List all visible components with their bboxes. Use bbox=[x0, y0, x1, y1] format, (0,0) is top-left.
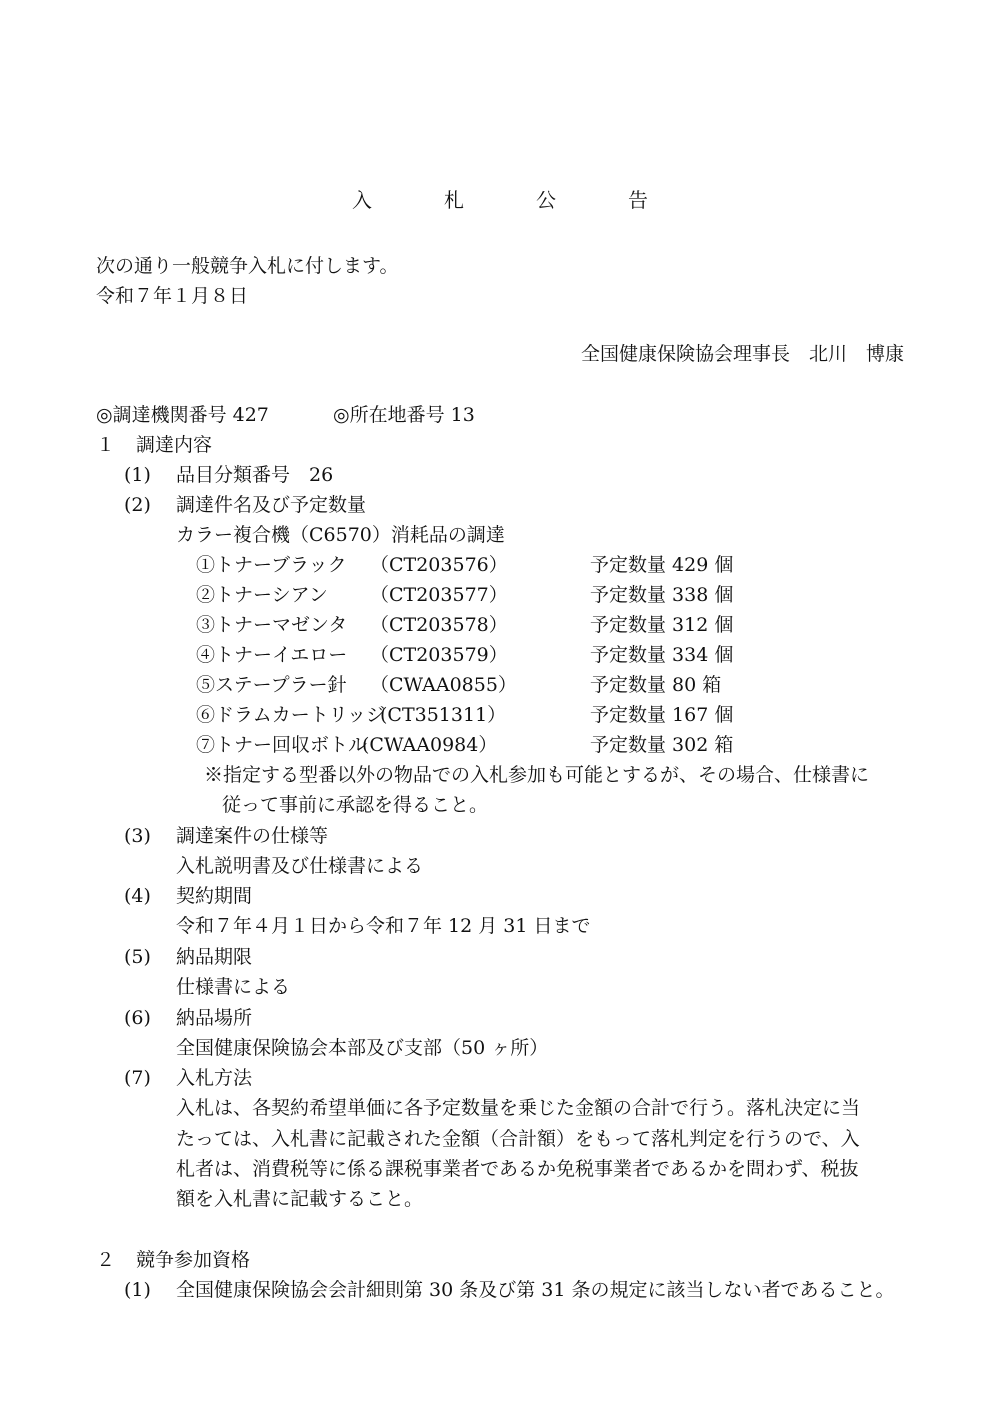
org-number: ◎調達機関番号 427 bbox=[96, 404, 269, 426]
product-name: ⑦トナー回収ボトル bbox=[196, 734, 368, 756]
product-name: ⑥ドラムカートリッジ bbox=[196, 704, 386, 726]
product-name: ⑤ステープラー針 bbox=[196, 674, 347, 696]
procurement-subject: カラー複合機（C6570）消耗品の調達 bbox=[176, 524, 505, 546]
product-quantity: 予定数量 80 箱 bbox=[590, 674, 722, 696]
item-1-3-body: 入札説明書及び仕様書による bbox=[176, 855, 424, 877]
item-1-5-body: 仕様書による bbox=[176, 976, 291, 998]
product-name: ①トナーブラック bbox=[196, 554, 347, 576]
product-code: （CT203576） bbox=[370, 554, 508, 576]
product-name: ③トナーマゼンタ bbox=[196, 614, 348, 636]
notice-date: 令和７年１月８日 bbox=[96, 285, 249, 307]
paragraph-line: 札者は、消費税等に係る課税事業者であるか免税事業者であるかを問わず、税抜 bbox=[176, 1158, 859, 1180]
item-1-7-label: 入札方法 bbox=[176, 1067, 253, 1089]
section-1-heading: 調達内容 bbox=[136, 434, 213, 456]
notice-title: 入 札 公 告 bbox=[352, 188, 674, 212]
product-quantity: 予定数量 334 個 bbox=[590, 644, 734, 666]
product-code: (CWAA0984） bbox=[362, 734, 498, 756]
item-1-4-number: (4) bbox=[124, 885, 151, 907]
item-1-4-label: 契約期間 bbox=[176, 885, 253, 907]
item-1-5-label: 納品期限 bbox=[176, 946, 253, 968]
paragraph-line: たっては、入札書に記載された金額（合計額）をもって落札判定を行うので、入 bbox=[176, 1128, 860, 1150]
item-1-3-label: 調達案件の仕様等 bbox=[176, 825, 329, 847]
item-1-2-number: (2) bbox=[124, 494, 151, 516]
product-quantity: 予定数量 312 個 bbox=[590, 614, 734, 636]
section-2-heading: 競争参加資格 bbox=[136, 1249, 251, 1271]
product-code: (CT351311） bbox=[380, 704, 507, 726]
issuer-signature: 全国健康保険協会理事長 北川 博康 bbox=[580, 343, 904, 365]
product-code: （CT203578） bbox=[370, 614, 508, 636]
section-1-number: １ bbox=[96, 434, 116, 456]
item-2-1-label: 全国健康保険協会会計細則第 30 条及び第 31 条の規定に該当しない者であること。 bbox=[176, 1279, 895, 1301]
intro-text: 次の通り一般競争入札に付します。 bbox=[96, 255, 399, 277]
item-1-5-number: (5) bbox=[124, 946, 151, 968]
alternative-model-note-cont: 従って事前に承認を得ること。 bbox=[222, 794, 489, 816]
item-1-2-label: 調達件名及び予定数量 bbox=[176, 494, 367, 516]
paragraph-line: 入札は、各契約希望単価に各予定数量を乗じた金額の合計で行う。落札決定に当 bbox=[176, 1097, 861, 1119]
product-quantity: 予定数量 302 箱 bbox=[590, 734, 734, 756]
item-1-6-number: (6) bbox=[124, 1007, 151, 1029]
alternative-model-note: ※指定する型番以外の物品での入札参加も可能とするが、その場合、仕様書に bbox=[204, 764, 870, 786]
product-code: （CT203577） bbox=[370, 584, 508, 606]
item-1-1-number: (1) bbox=[124, 464, 151, 486]
product-quantity: 予定数量 429 個 bbox=[590, 554, 734, 576]
location-number: ◎所在地番号 13 bbox=[333, 404, 475, 426]
product-name: ②トナーシアン bbox=[196, 584, 328, 606]
section-2-number: ２ bbox=[96, 1249, 116, 1271]
product-quantity: 予定数量 338 個 bbox=[590, 584, 734, 606]
item-1-3-number: (3) bbox=[124, 825, 151, 847]
item-1-6-body: 全国健康保険協会本部及び支部（50 ヶ所） bbox=[176, 1037, 549, 1059]
product-name: ④トナーイエロー bbox=[196, 644, 348, 666]
item-1-7-number: (7) bbox=[124, 1067, 151, 1089]
item-2-1-number: (1) bbox=[124, 1279, 151, 1301]
paragraph-line: 額を入札書に記載すること。 bbox=[176, 1188, 424, 1210]
product-quantity: 予定数量 167 個 bbox=[590, 704, 734, 726]
product-code: （CT203579） bbox=[370, 644, 508, 666]
item-1-1-label: 品目分類番号 26 bbox=[176, 464, 334, 486]
item-1-6-label: 納品場所 bbox=[176, 1007, 253, 1029]
item-1-4-body: 令和７年４月１日から令和７年 12 月 31 日まで bbox=[176, 915, 591, 937]
product-code: （CWAA0855） bbox=[370, 674, 517, 696]
